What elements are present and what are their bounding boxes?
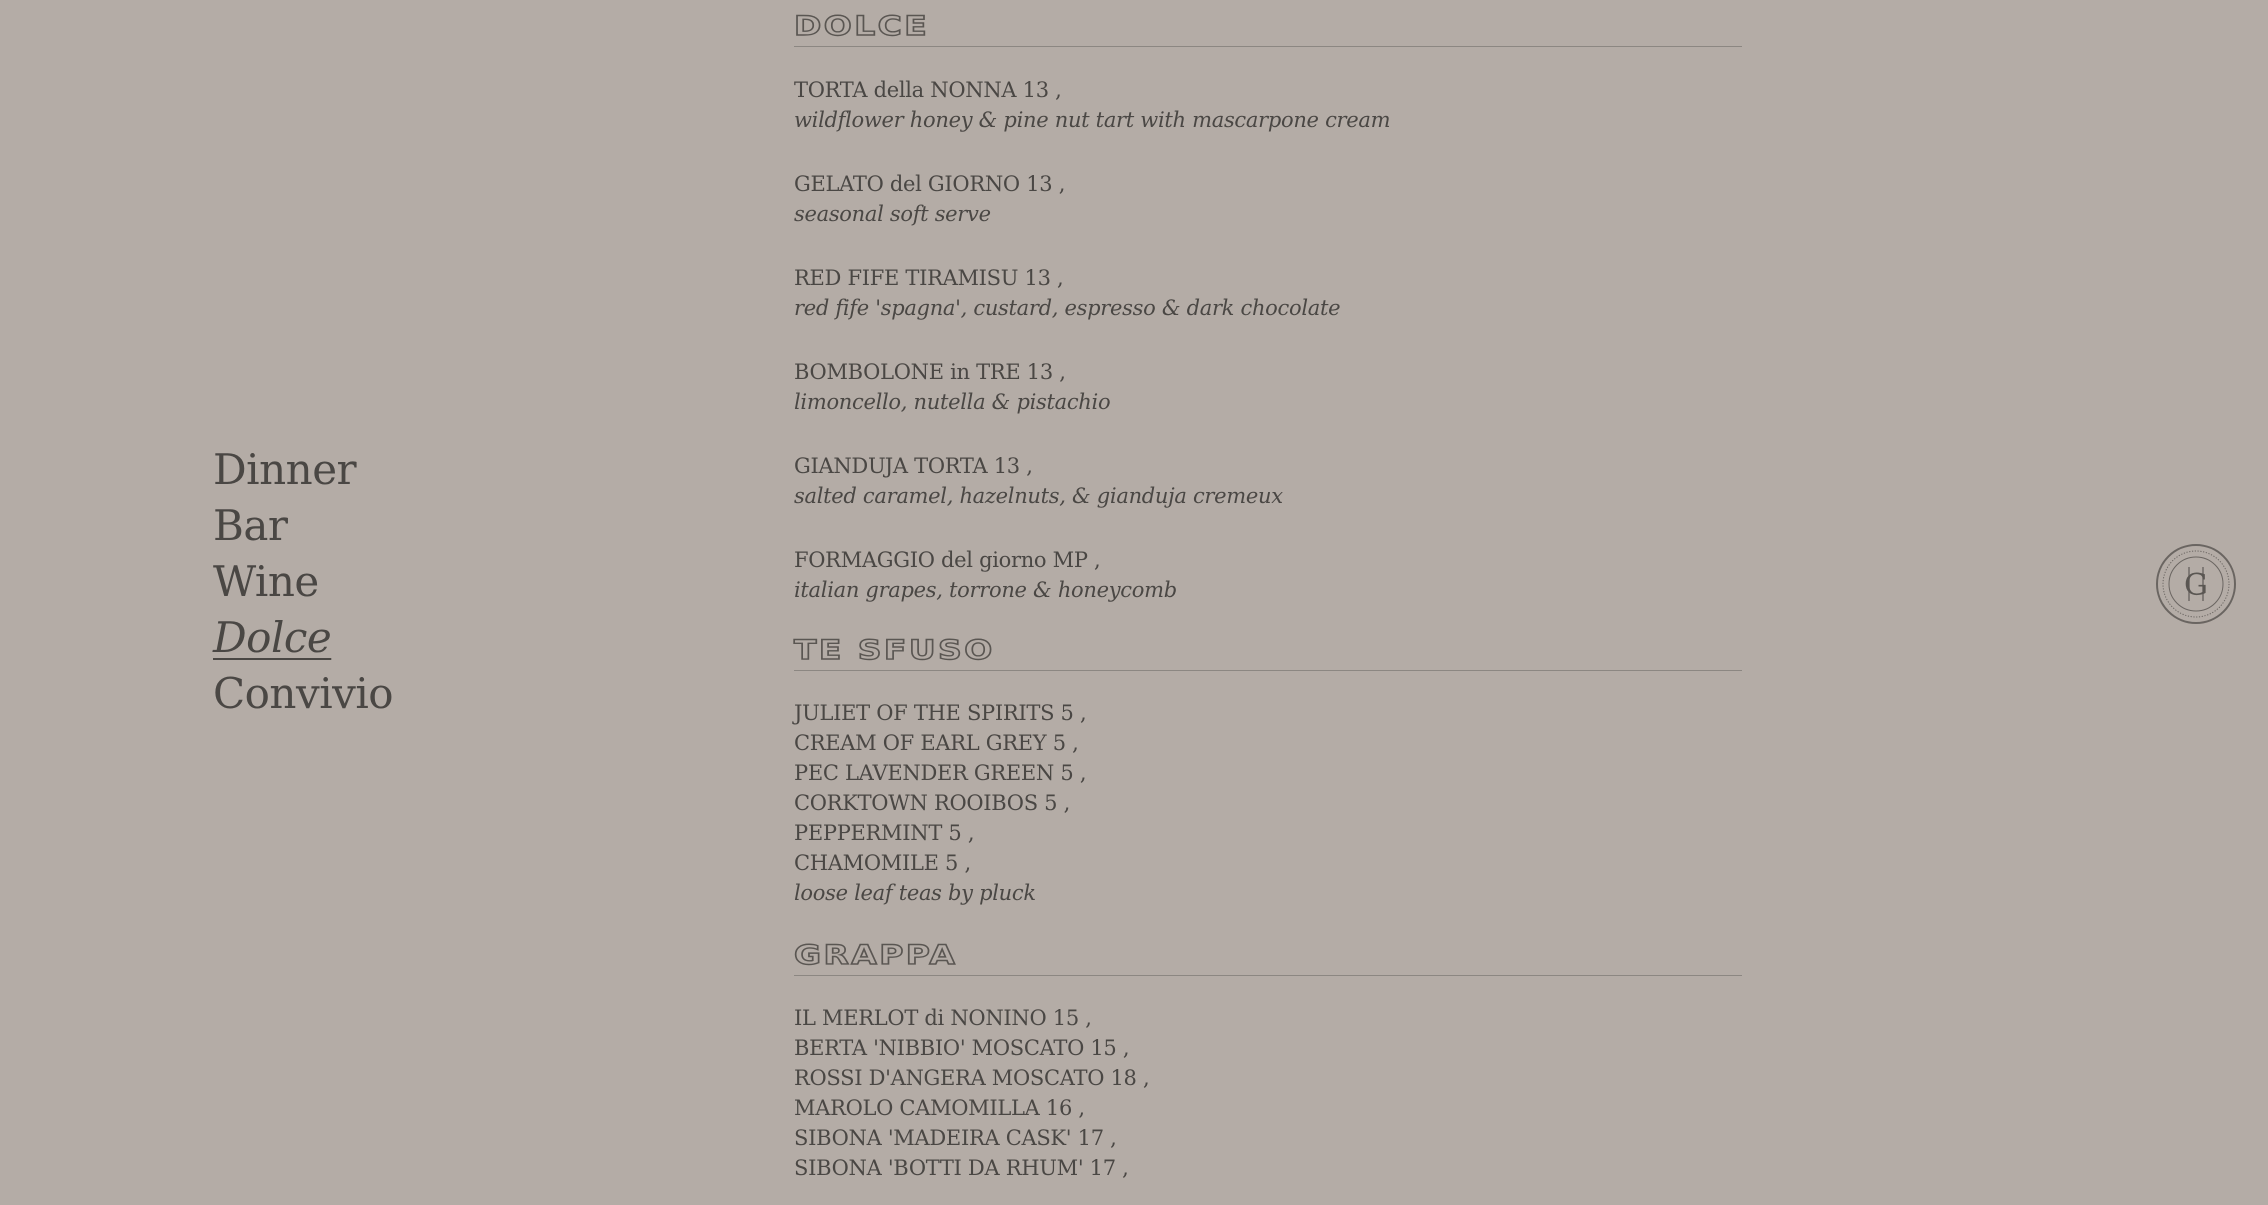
list-item xyxy=(794,1063,1742,1093)
monogram-seal-icon[interactable] xyxy=(2155,543,2237,625)
list-item xyxy=(794,788,1742,818)
list-item xyxy=(794,698,1742,728)
side-nav xyxy=(213,442,393,722)
item-description: seasonal soft serve xyxy=(794,202,991,226)
item-description: red fife 'spagna', custard, espresso & dark chocolate xyxy=(794,296,1341,320)
menu-item xyxy=(794,545,1742,605)
menu-item xyxy=(794,357,1742,417)
section-note xyxy=(794,878,1742,908)
item-name: MAROLO CAMOMILLA 16 , xyxy=(794,1096,1085,1120)
item-name: SIBONA 'MADEIRA CASK' 17 , xyxy=(794,1126,1117,1150)
menu-content xyxy=(794,0,1742,1205)
section-title-grappa: GRAPPA xyxy=(794,940,958,971)
item-name: JULIET OF THE SPIRITS 5 , xyxy=(794,701,1087,725)
section-grappa xyxy=(794,930,1742,1205)
item-name: SIBONA 'BOTTI DA RHUM' 17 , xyxy=(794,1156,1129,1180)
list-item xyxy=(794,1033,1742,1063)
section-dolce xyxy=(794,0,1742,605)
item-name: FORMAGGIO del giorno MP , xyxy=(794,548,1101,572)
item-name: IL MERLOT di NONINO 15 , xyxy=(794,1006,1092,1030)
tea-list xyxy=(794,671,1742,930)
item-name: GIANDUJA TORTA 13 , xyxy=(794,454,1033,478)
item-name: PEPPERMINT 5 , xyxy=(794,821,975,845)
menu-item xyxy=(794,263,1742,323)
nav-item-bar[interactable]: Bar xyxy=(213,501,288,550)
nav-item-dinner[interactable]: Dinner xyxy=(213,445,357,494)
item-name: ROSSI D'ANGERA MOSCATO 18 , xyxy=(794,1066,1150,1090)
section-title-dolce: DOLCE xyxy=(794,11,930,42)
logo-letter: G xyxy=(2184,568,2208,603)
item-description: limoncello, nutella & pistachio xyxy=(794,390,1111,414)
list-item xyxy=(794,1153,1742,1183)
item-description: loose leaf teas by pluck xyxy=(794,881,1036,905)
list-item xyxy=(794,818,1742,848)
list-item xyxy=(794,1093,1742,1123)
list-item xyxy=(794,758,1742,788)
item-name: RED FIFE TIRAMISU 13 , xyxy=(794,266,1064,290)
nav-item-wine[interactable]: Wine xyxy=(213,557,319,606)
section-title-te-sfuso: TE SFUSO xyxy=(794,635,995,666)
item-name: CORKTOWN ROOIBOS 5 , xyxy=(794,791,1070,815)
item-description: wildflower honey & pine nut tart with mascarpone cream xyxy=(794,108,1391,132)
item-name: CHAMOMILE 5 , xyxy=(794,851,971,875)
item-name: BOMBOLONE in TRE 13 , xyxy=(794,360,1066,384)
nav-item-convivio[interactable]: Convivio xyxy=(213,669,394,718)
item-name: BERTA 'NIBBIO' MOSCATO 15 , xyxy=(794,1036,1130,1060)
menu-item xyxy=(794,169,1742,229)
item-name: CREAM OF EARL GREY 5 , xyxy=(794,731,1079,755)
dolce-list xyxy=(794,47,1742,605)
item-name: PEC LAVENDER GREEN 5 , xyxy=(794,761,1087,785)
nav-item-dolce[interactable]: Dolce xyxy=(213,613,332,662)
section-header xyxy=(794,0,1742,47)
list-item xyxy=(794,728,1742,758)
section-header xyxy=(794,625,1742,671)
section-header xyxy=(794,930,1742,976)
grappa-list xyxy=(794,976,1742,1205)
item-description: salted caramel, hazelnuts, & gianduja cremeux xyxy=(794,484,1283,508)
list-item xyxy=(794,1003,1742,1033)
list-item xyxy=(794,848,1742,878)
item-description: italian grapes, torrone & honeycomb xyxy=(794,578,1177,602)
menu-item xyxy=(794,75,1742,135)
list-item xyxy=(794,1123,1742,1153)
item-name: GELATO del GIORNO 13 , xyxy=(794,172,1066,196)
menu-item xyxy=(794,451,1742,511)
item-name: TORTA della NONNA 13 , xyxy=(794,78,1062,102)
section-te-sfuso xyxy=(794,625,1742,930)
